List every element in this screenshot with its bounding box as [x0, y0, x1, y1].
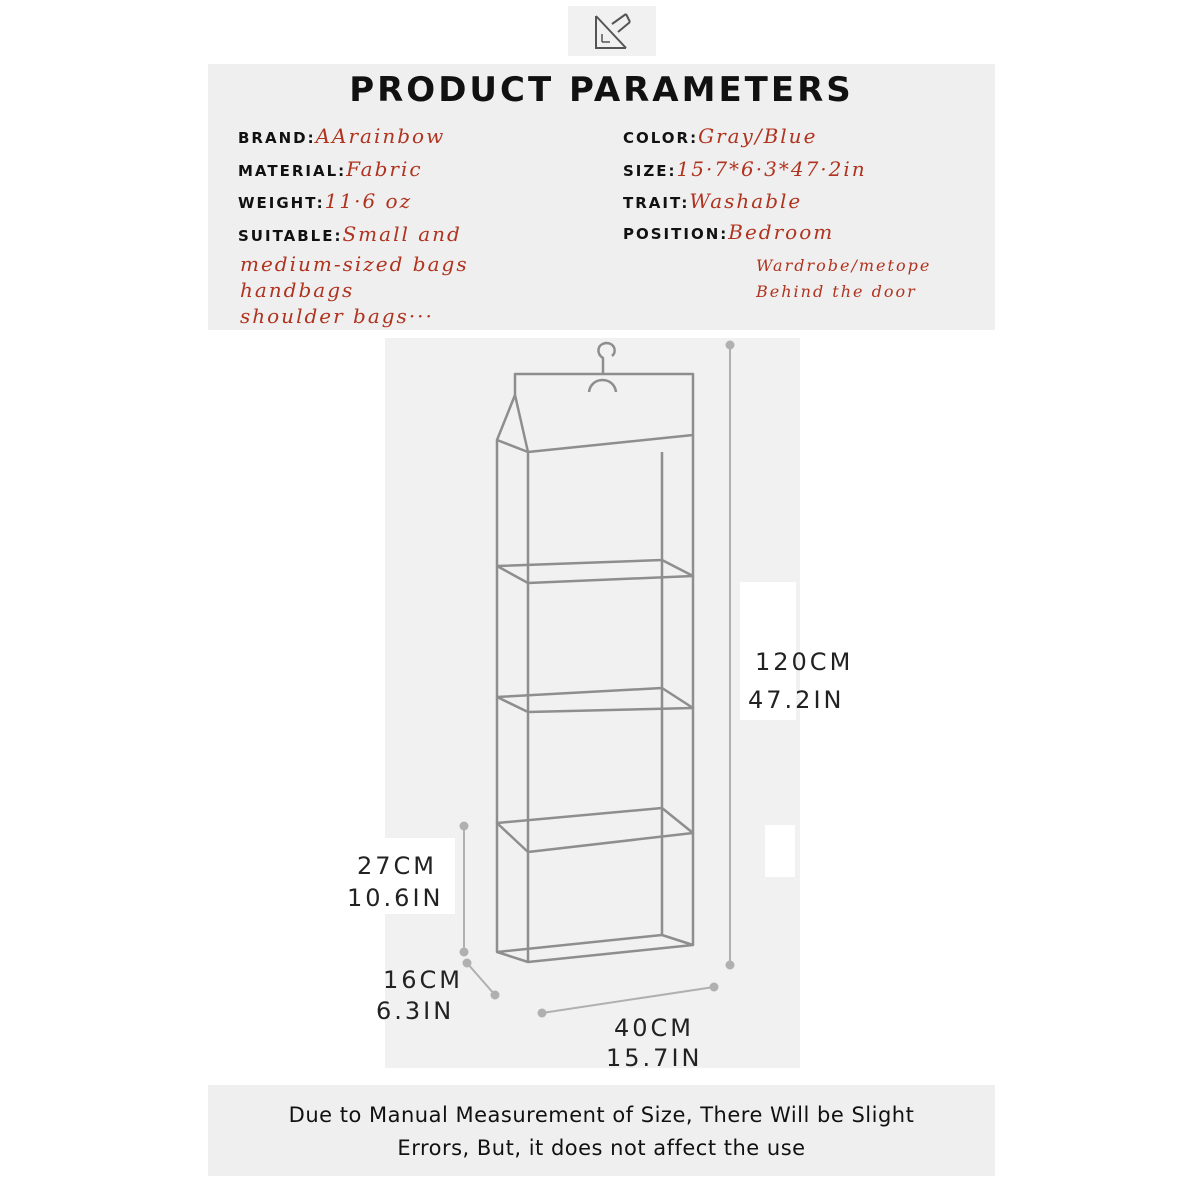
depth-cm-label: 16CM [383, 966, 464, 994]
suitable-value: Small and [342, 222, 462, 246]
brand-label: BRAND: [238, 129, 316, 147]
note-line-1: Due to Manual Measurement of Size, There Will be Slight [288, 1103, 915, 1127]
top-board [515, 374, 693, 395]
size-label: SIZE: [623, 162, 677, 180]
shelf-2 [497, 688, 693, 712]
depth-in-label: 6.3IN [376, 997, 455, 1025]
hanger-hook [598, 343, 614, 375]
measurement-note [208, 1085, 995, 1176]
material-label: MATERIAL: [238, 162, 347, 180]
shelf-3 [497, 808, 693, 852]
color-label: COLOR: [623, 129, 699, 147]
suitable-label: SUITABLE: [238, 227, 343, 245]
position-value: Bedroom [728, 220, 835, 244]
brand-value: AArainbow [315, 124, 446, 148]
suitable-line-3: shoulder bags··· [240, 304, 434, 328]
params-title: PRODUCT PARAMETERS [349, 70, 854, 110]
color-value: Gray/Blue [698, 124, 818, 148]
shelf-cm-label: 27CM [357, 852, 438, 880]
shelf-in-label: 10.6IN [347, 884, 444, 912]
shelf-1 [497, 560, 693, 583]
width-dimension-line [542, 987, 714, 1013]
weight-value: 11·6 oz [324, 189, 413, 213]
width-cm-label: 40CM [614, 1014, 695, 1042]
suitable-line-2: handbags [240, 278, 355, 302]
height-in-label: 47.2IN [748, 686, 845, 714]
depth-dimension-line [467, 963, 495, 995]
position-line-1: Wardrobe/metope [756, 256, 932, 275]
size-value: 15·7*6·3*47·2in [676, 157, 867, 181]
gable-front-edge [515, 395, 528, 452]
hanger-cutout [589, 380, 616, 392]
suitable-line-1: medium-sized bags [240, 252, 469, 276]
position-line-2: Behind the door [756, 282, 917, 301]
bottom-panel [497, 935, 693, 962]
trait-value: Washable [689, 189, 803, 213]
weight-label: WEIGHT: [238, 194, 325, 212]
height-cm-label: 120CM [755, 648, 854, 676]
width-in-label: 15.7IN [606, 1044, 703, 1072]
material-value: Fabric [346, 157, 423, 181]
position-label: POSITION: [623, 225, 729, 243]
organizer-frame [497, 343, 693, 962]
note-line-2: Errors, But, it does not affect the use [397, 1136, 806, 1160]
trait-label: TRAIT: [623, 194, 690, 212]
